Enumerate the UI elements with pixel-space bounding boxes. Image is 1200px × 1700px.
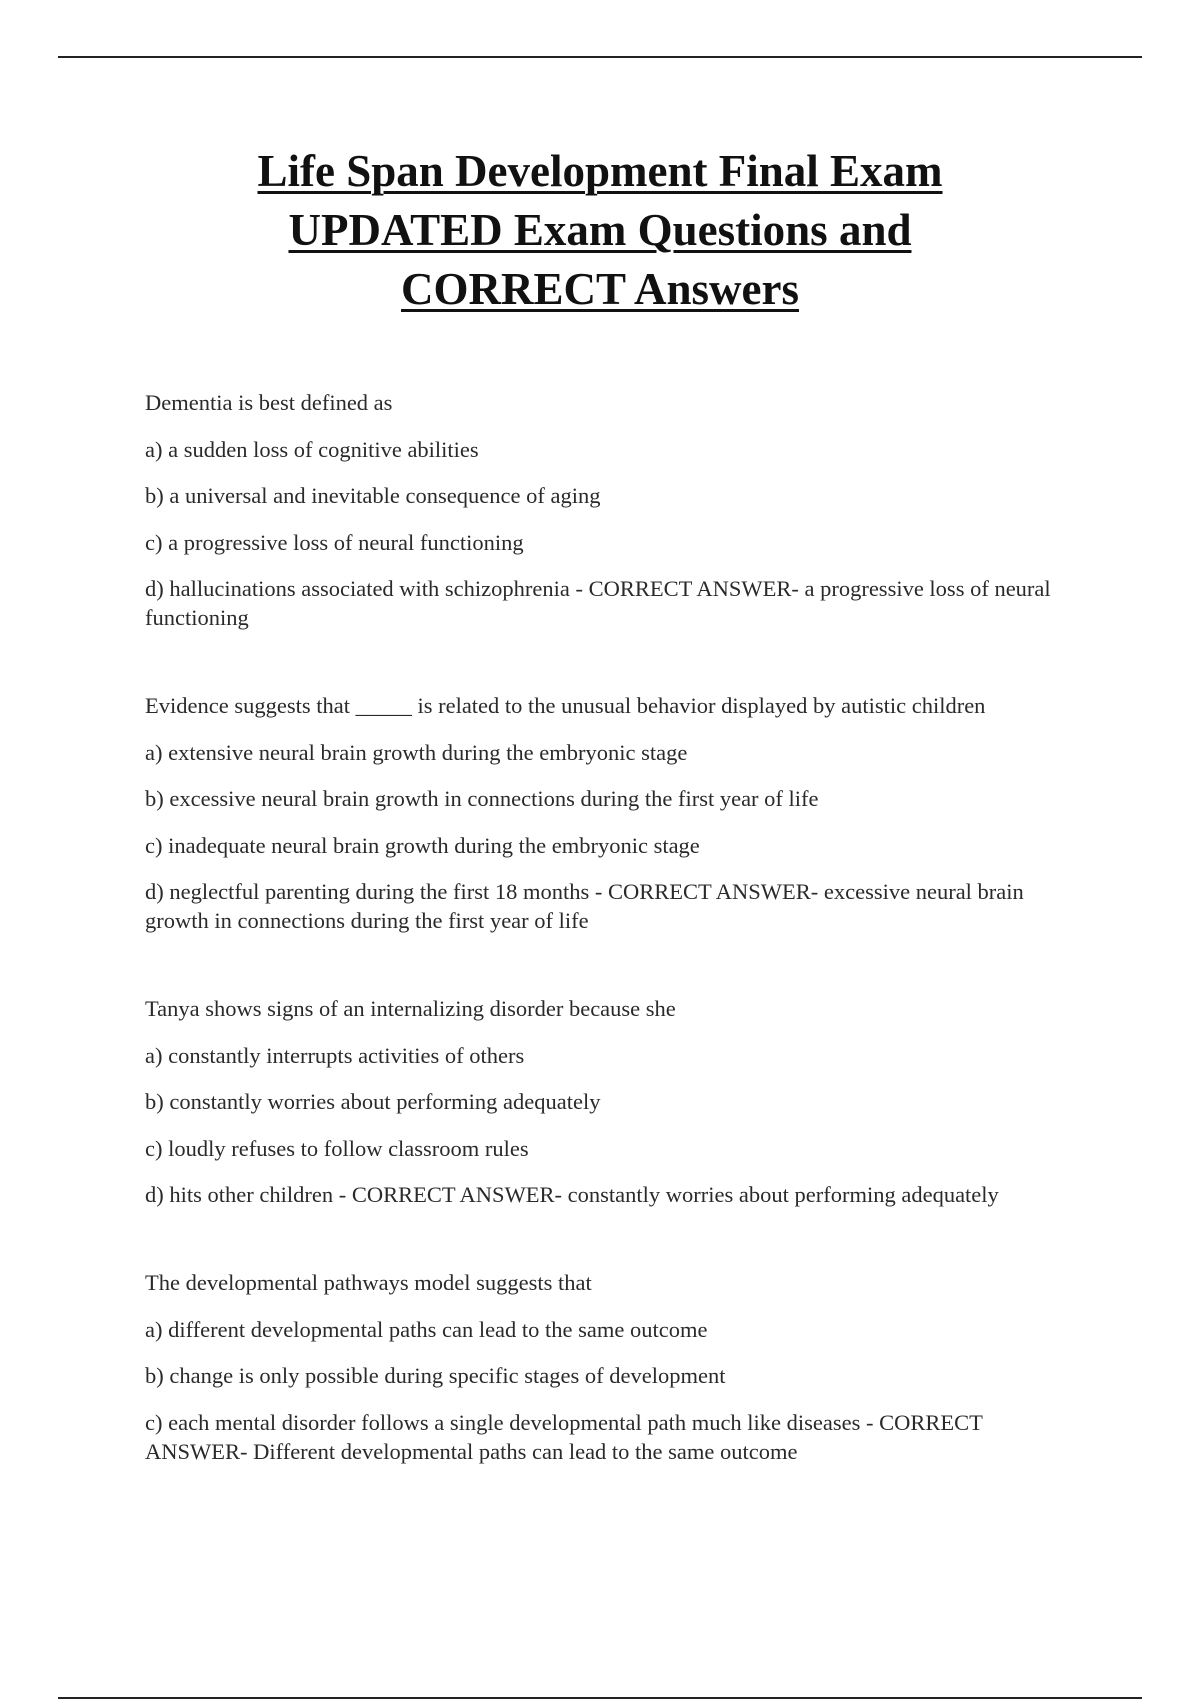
question-stem: Dementia is best defined as — [145, 390, 393, 415]
option-d-with-answer: d) hits other children - CORRECT ANSWER- constantly worries about performing adequately — [145, 1182, 999, 1207]
option-c-with-answer: c) each mental disorder follows a single developmental path much like diseases - CORRECT ANSWER- Different developmental paths can lead to the same outcome — [145, 1409, 983, 1464]
question-stem: Tanya shows signs of an internalizing disorder because she — [145, 996, 676, 1021]
stem-after-blank: is related to the unusual behavior displayed by autistic children — [417, 693, 986, 718]
option-a: a) extensive neural brain growth during the embryonic stage — [145, 739, 688, 765]
question-4 — [145, 1268, 1065, 1466]
question-list — [145, 388, 1065, 1525]
option-d-with-answer: d) neglectful parenting during the first 18 months - CORRECT ANSWER- excessive neural brain growth in connections during the first year of life — [145, 879, 1024, 933]
stem-blank: _____ — [355, 693, 412, 718]
title-line-2: UPDATED Exam Questions and — [288, 205, 912, 255]
question-stem: The developmental pathways model suggests that — [145, 1270, 592, 1295]
option-c: c) a progressive loss of neural functioning — [145, 529, 524, 555]
option-b: b) change is only possible during specific stages of development — [145, 1363, 726, 1388]
question-stem — [145, 691, 1065, 720]
bottom-rule — [58, 1697, 1142, 1699]
option-b: b) a universal and inevitable consequence of aging — [145, 483, 601, 508]
stem-before-blank: Evidence suggests that — [145, 693, 350, 718]
option-b: b) excessive neural brain growth in connections during the first year of life — [145, 786, 819, 811]
option-a: a) a sudden loss of cognitive abilities — [145, 436, 479, 462]
option-c: c) inadequate neural brain growth during the embryonic stage — [145, 832, 700, 858]
option-a: a) constantly interrupts activities of others — [145, 1042, 525, 1068]
question-3 — [145, 994, 1065, 1209]
question-1 — [145, 388, 1065, 632]
top-rule — [58, 56, 1142, 58]
title-line-1: Life Span Development Final Exam — [257, 146, 943, 196]
option-a: a) different developmental paths can lead to the same outcome — [145, 1316, 708, 1342]
option-d-with-answer: d) hallucinations associated with schizophrenia - CORRECT ANSWER- a progressive loss of neural functioning — [145, 576, 1051, 630]
option-c: c) loudly refuses to follow classroom rules — [145, 1135, 529, 1161]
document-title — [0, 142, 1200, 319]
option-b: b) constantly worries about performing adequately — [145, 1089, 601, 1114]
question-2 — [145, 691, 1065, 935]
title-line-3: CORRECT Answers — [401, 264, 799, 314]
